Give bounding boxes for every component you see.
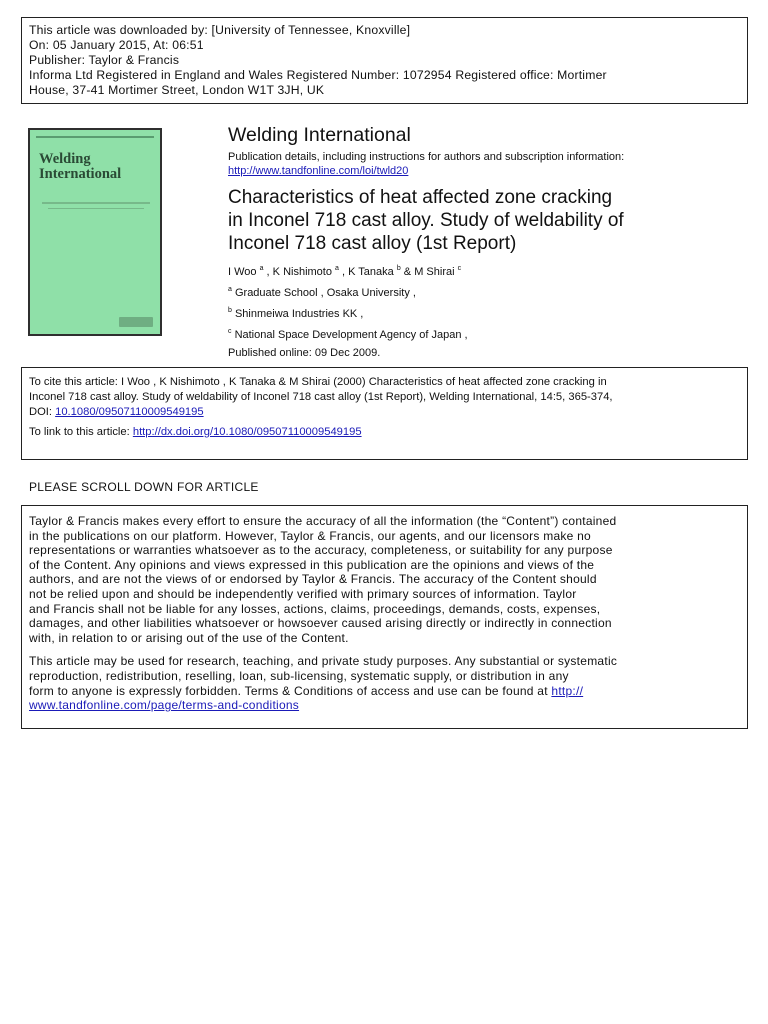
- scroll-down-notice: PLEASE SCROLL DOWN FOR ARTICLE: [29, 480, 259, 494]
- disclaimer-line: This article may be used for research, teaching, and private study purposes. Any substantial or systematic: [29, 654, 618, 669]
- publication-details: [228, 150, 624, 178]
- article-title: [228, 186, 728, 255]
- article-title-line: Characteristics of heat affected zone cracking: [228, 187, 613, 208]
- citation-box: [21, 367, 748, 460]
- disclaimer-line: not be relied upon and should be independently verified with primary sources of information. Taylor: [29, 586, 577, 601]
- affiliation: $^b$ Shinmeiwa Industries KK ,: [228, 307, 364, 320]
- journal-cover-image: [28, 128, 162, 336]
- journal-title: Welding International: [228, 124, 411, 146]
- disclaimer-line: in the publications on our platform. However, Taylor & Francis, our agents, and our licensors make no: [29, 528, 591, 543]
- disclaimer-line: damages, and other liabilities whatsoever or howsoever caused arising directly or indirectly in connection: [29, 616, 612, 631]
- article-link-line: To link to this article: http://dx.doi.org/10.1080/09507110009549195: [29, 426, 362, 438]
- article-url-link[interactable]: http://dx.doi.org/10.1080/09507110009549195: [132, 426, 362, 438]
- download-notice-line: Informa Ltd Registered in England and Wales Registered Number: 1072954 Registered office: Mortimer: [29, 68, 607, 82]
- article-title-line: in Inconel 718 cast alloy. Study of weldability of: [228, 210, 624, 231]
- cover-publisher-logo: [119, 317, 153, 327]
- affiliation: $^a$ Graduate School , Osaka University ,: [228, 286, 416, 299]
- authors-block: [228, 260, 468, 362]
- disclaimer-line: Taylor & Francis makes every effort to ensure the accuracy of all the information (the “Content”) contained: [29, 514, 617, 528]
- disclaimer-line: representations or warranties whatsoever as to the accuracy, completeness, or suitability for any purpose: [29, 543, 613, 558]
- author-name: I Woo: [228, 266, 257, 278]
- affiliation: $^c$ National Space Development Agency of Japan ,: [228, 328, 468, 341]
- terms-link-start[interactable]: http://: [551, 683, 584, 698]
- disclaimer-line: with, in relation to or arising out of the use of the Content.: [29, 630, 349, 645]
- download-notice-line: On: 05 January 2015, At: 06:51: [29, 38, 204, 52]
- doi-link[interactable]: 10.1080/09507110009549195: [55, 406, 204, 418]
- download-notice-line: This article was downloaded by: [University of Tennessee, Knoxville]: [29, 23, 411, 37]
- cover-title: Welding International: [39, 151, 122, 182]
- download-notice-line: House, 37-41 Mortimer Street, London W1T 3JH, UK: [29, 83, 325, 97]
- author-name: K Nishimoto: [272, 266, 332, 278]
- download-notice-box: [21, 17, 748, 104]
- cover-subtitle-rule: [42, 202, 150, 204]
- citation-text: To cite this article: I Woo , K Nishimoto , K Tanaka & M Shirai (2000) Characteristics of heat affected zone cracking in: [29, 376, 607, 388]
- citation-text: Inconel 718 cast alloy. Study of weldability of Inconel 718 cast alloy (1st Report), Welding International, 14:5, 365-374,: [29, 391, 613, 403]
- disclaimer-paragraph-2: [29, 654, 741, 712]
- disclaimer-line: and Francis shall not be liable for any losses, actions, claims, proceedings, demands, costs, expenses,: [29, 601, 601, 616]
- author-name: K Tanaka: [348, 266, 394, 278]
- disclaimer-line: form to anyone is expressly forbidden. Terms & Conditions of access and use can be found at http://: [29, 683, 584, 698]
- journal-url-link[interactable]: http://www.tandfonline.com/loi/twld20: [228, 165, 409, 177]
- author-name: M Shirai: [414, 266, 455, 278]
- disclaimer-box: [21, 505, 748, 729]
- publication-details-text: Publication details, including instructions for authors and subscription information:: [228, 151, 625, 163]
- cover-subtitle-rule: [48, 208, 144, 209]
- published-date: Published online: 09 Dec 2009.: [228, 347, 381, 359]
- disclaimer-line: authors, and are not the views of or endorsed by Taylor & Francis. The accuracy of the Content should: [29, 572, 597, 587]
- download-notice-line: Publisher: Taylor & Francis: [29, 53, 180, 67]
- author-list: I Woo $^a$ , K Nishimoto $^a$ , K Tanaka $^b$ & M Shirai $^c$: [228, 265, 462, 278]
- disclaimer-paragraph-1: [29, 514, 741, 645]
- cover-top-rule: [36, 136, 154, 138]
- disclaimer-line: reproduction, redistribution, reselling, loan, sub-licensing, systematic supply, or distribution in any: [29, 668, 569, 683]
- disclaimer-line: of the Content. Any opinions and views expressed in this publication are the opinions and views of the: [29, 557, 595, 572]
- terms-and-conditions-link[interactable]: www.tandfonline.com/page/terms-and-conditions: [29, 698, 300, 713]
- citation-doi: DOI: 10.1080/09507110009549195: [29, 406, 204, 418]
- article-title-line: Inconel 718 cast alloy (1st Report): [228, 233, 517, 254]
